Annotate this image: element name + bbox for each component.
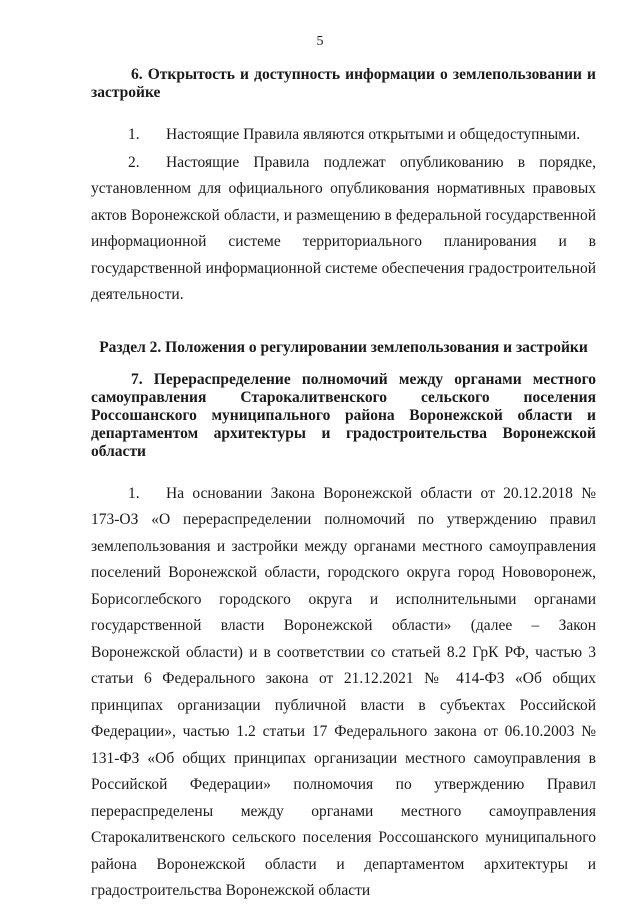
paragraph-number: 1. bbox=[128, 484, 140, 502]
page-content bbox=[91, 66, 596, 905]
paragraph-text: Настоящие Правила являются открытыми и общедоступными. bbox=[166, 126, 581, 143]
part-2-heading: Раздел 2. Положения о регулировании землепользования и застройки bbox=[99, 338, 588, 356]
paragraph-text: Настоящие Правила подлежат опубликованию в порядке, установленном для официального опубликования нормативных правовых актов Воронежской области, и размещению в федеральной государственной информационной системе территориального планирования и в государственной информационной системе обеспечения градостроительной деятельности. bbox=[91, 153, 596, 303]
paragraph-text: На основании Закона Воронежской области от 20.12.2018 № 173-ОЗ «О перераспределении полномочий по утверждению правил землепользования и застройки между органами местного самоуправления поселений Воронежской области, городского округа город Нововоронеж, Борисоглебского городского округа и исполнительными органами государственной власти Воронежской области» (далее – Закон Воронежской области) и в соответствии со статьей 8.2 ГрК РФ, частью 3 статьи 6 Федерального закона от 21.12.2021 № 414-ФЗ «Об общих принципах организации публичной власти в субъектах Российской Федерации», частью 1.2 статьи 17 Федерального закона от 06.10.2003 № 131-ФЗ «Об общих принципах организации местного самоуправления в Российской Федерации» полномочия по утверждению Правил перераспределены между органами местного самоуправления Старокалитвенского сельского поселения Россошанского муниципального района Воронежской области и департаментом архитектуры и градостроительства Воронежской области bbox=[91, 484, 596, 899]
section-7-paragraph-1 bbox=[91, 481, 596, 905]
section-6-paragraph-1 bbox=[91, 122, 596, 149]
paragraph-number: 2. bbox=[128, 153, 140, 171]
paragraph-number: 1. bbox=[128, 126, 140, 143]
section-6-heading: 6. Открытость и доступность информации о землепользовании и застройке bbox=[91, 66, 596, 101]
section-6-paragraph-2 bbox=[91, 150, 596, 309]
page-number: 5 bbox=[316, 34, 324, 49]
section-7-heading: 7. Перераспределение полномочий между органами местного самоуправления Старокалитвенского сельского поселения Россошанского муниципального района Воронежской области и департаментом архитектуры и градостроительства Воронежской области bbox=[91, 370, 596, 460]
